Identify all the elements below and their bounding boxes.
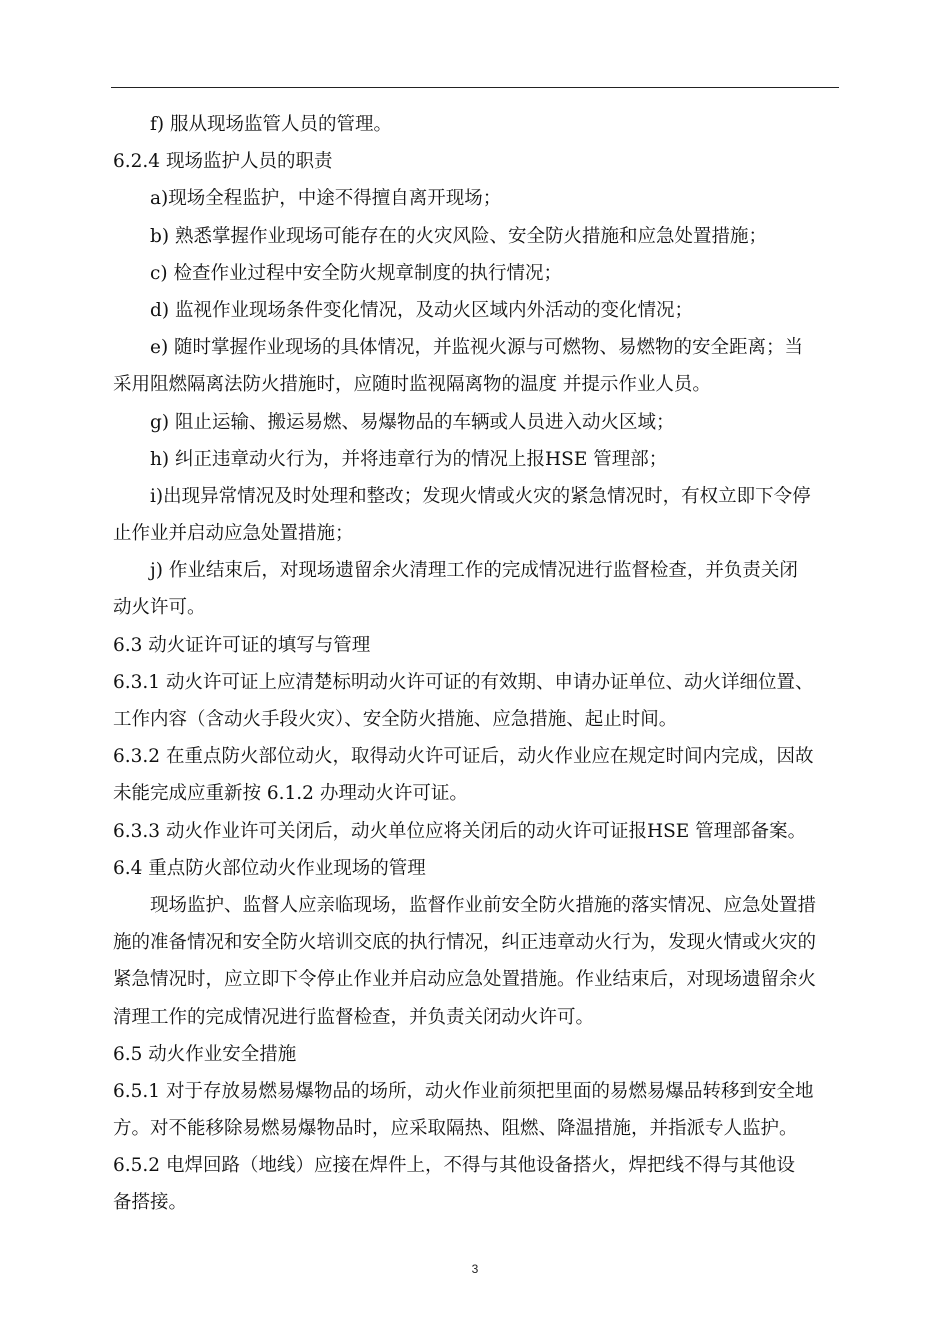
text-line: g) 阻止运输、搬运易燃、易爆物品的车辆或人员进入动火区域；: [150, 411, 675, 433]
text-line: 6.3.1 动火许可证上应清楚标明动火许可证的有效期、申请办证单位、动火详细位置、: [113, 671, 814, 693]
document-body: [113, 106, 843, 1222]
text-line: e) 随时掌握作业现场的具体情况，并监视火源与可燃物、易燃物的安全距离；当: [150, 337, 804, 359]
text-line: 工作内容（含动火手段火灾）、安全防火措施、应急措施、起止时间。: [113, 709, 678, 730]
text-line: 6.3.3 动火作业许可关闭后，动火单位应将关闭后的动火许可证报HSE 管理部备案。: [113, 820, 807, 842]
text-line: 备搭接。: [113, 1192, 188, 1214]
text-line: i)出现异常情况及时处理和整改；发现火情或火灾的紧急情况时，有权立即下令停: [150, 485, 811, 507]
text-line: 紧急情况时，应立即下令停止作业并启动应急处置措施。作业结束后，对现场遗留余火: [113, 969, 817, 991]
text-line: 动火许可。: [113, 597, 206, 619]
text-line: 现场监护、监督人应亲临现场，监督作业前安全防火措施的落实情况、应急处置措: [150, 894, 817, 916]
text-line: 6.5.1 对于存放易燃易爆物品的场所，动火作业前须把里面的易燃易爆品转移到安全地: [113, 1080, 814, 1102]
text-line: c) 检查作业过程中安全防火规章制度的执行情况；: [150, 262, 562, 284]
section-heading: 6.4 重点防火部位动火作业现场的管理: [113, 857, 426, 879]
header-rule: [111, 87, 839, 88]
text-line: 方。对不能移除易燃易爆物品时，应采取隔热、阻燃、降温措施，并指派专人监护。: [113, 1118, 798, 1140]
text-line: b) 熟悉掌握作业现场可能存在的火灾风险、安全防火措施和应急处置措施；: [150, 225, 767, 247]
text-line: 未能完成应重新按 6.1.2 办理动火许可证。: [113, 783, 468, 805]
section-heading: 6.3 动火证许可证的填写与管理: [113, 634, 371, 656]
text-line: 止作业并启动应急处置措施；: [113, 523, 354, 545]
text-line: a)现场全程监护，中途不得擅自离开现场；: [150, 188, 502, 210]
text-line: j) 作业结束后，对现场遗留余火清理工作的完成情况进行监督检查，并负责关闭: [150, 560, 798, 582]
text-line: f) 服从现场监管人员的管理。: [150, 114, 392, 135]
text-line: 6.5.2 电焊回路（地线）应接在焊件上，不得与其他设备搭火，焊把线不得与其他设: [113, 1155, 795, 1177]
section-heading: 6.5 动火作业安全措施: [113, 1043, 297, 1065]
text-line: h) 纠正违章动火行为，并将违章行为的情况上报HSE 管理部；: [150, 448, 668, 470]
section-heading: 6.2.4 现场监护人员的职责: [113, 151, 333, 173]
text-line: d) 监视作业现场条件变化情况，及动火区域内外活动的变化情况；: [150, 299, 693, 321]
text-line: 6.3.2 在重点防火部位动火，取得动火许可证后，动火作业应在规定时间内完成，因故: [113, 746, 814, 768]
text-line: 采用阻燃隔离法防火措施时，应随时监视隔离物的温度 并提示作业人员。: [113, 374, 711, 396]
text-line: 施的准备情况和安全防火培训交底的执行情况，纠正违章动火行为，发现火情或火灾的: [113, 932, 817, 954]
page-number: 3: [471, 1262, 479, 1276]
text-line: 清理工作的完成情况进行监督检查，并负责关闭动火许可。: [113, 1006, 595, 1028]
